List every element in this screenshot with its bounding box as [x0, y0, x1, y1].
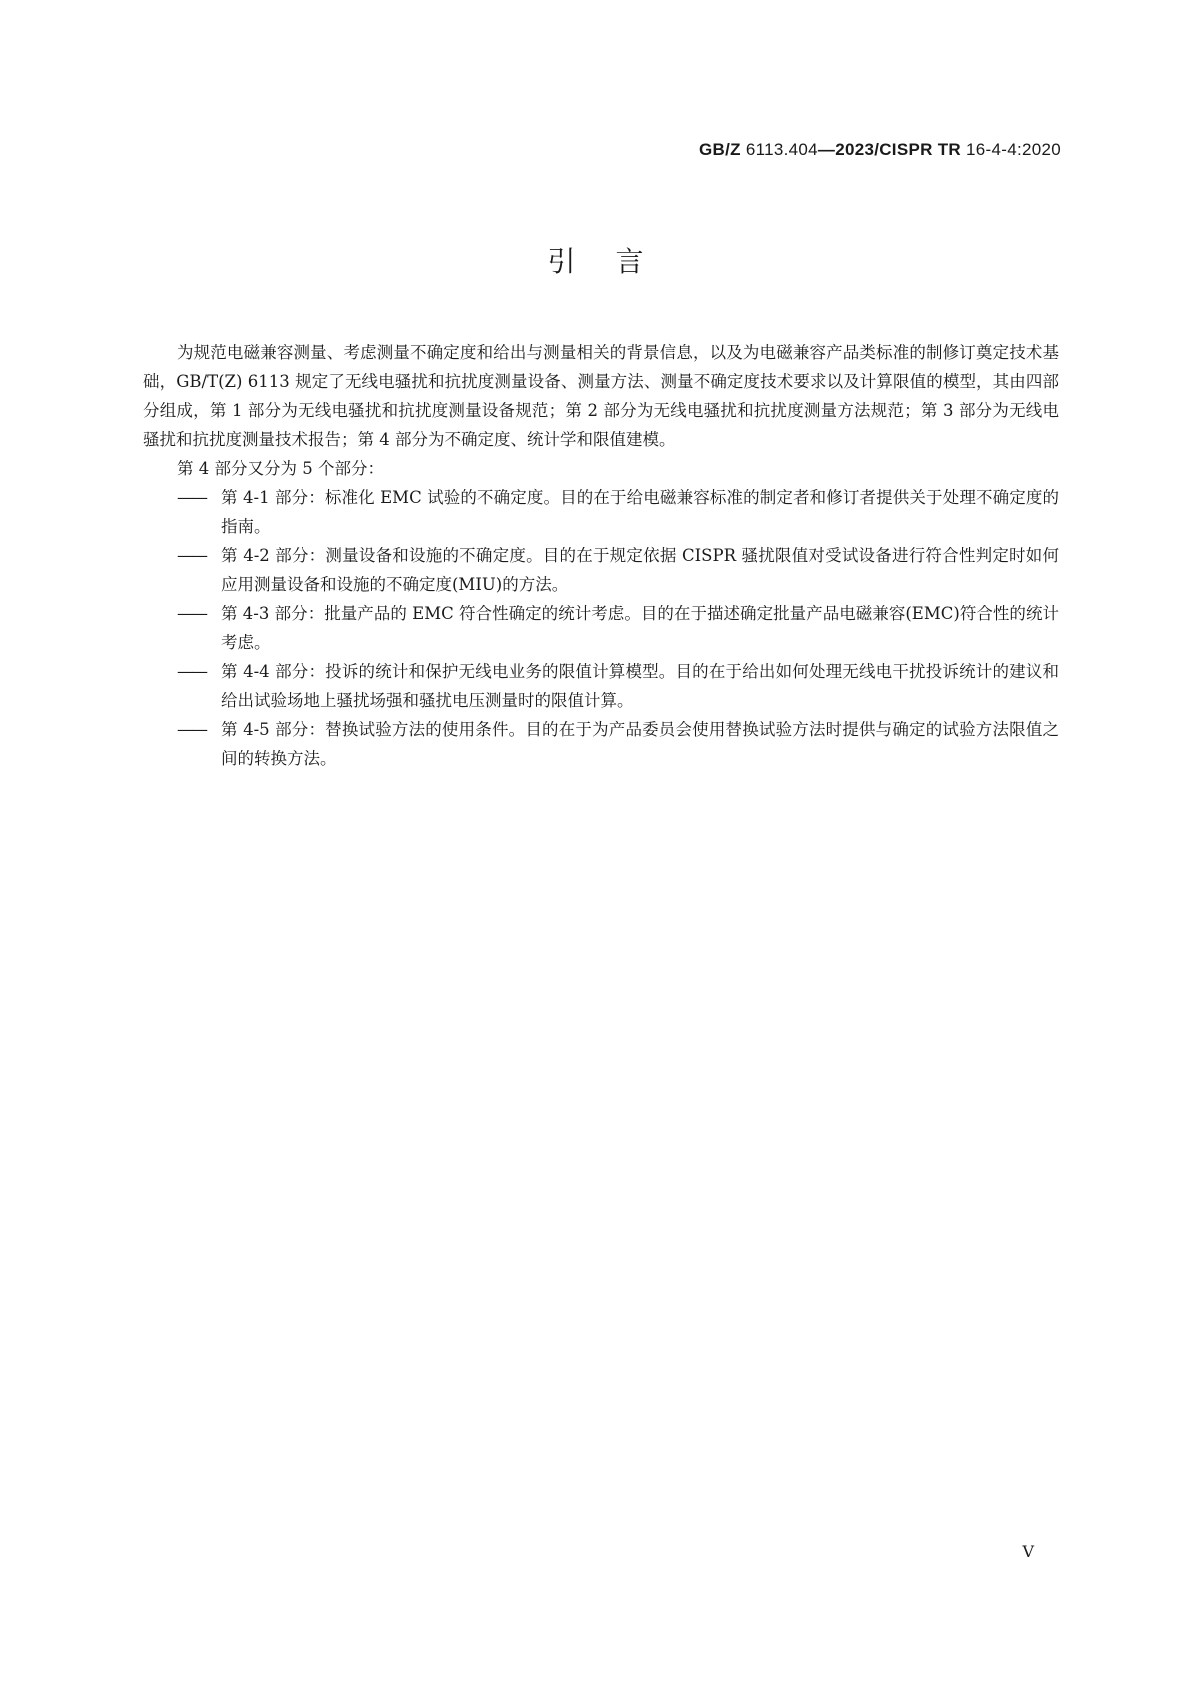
standard-code-prefix: GB/Z	[699, 140, 741, 159]
parts-list	[143, 483, 1059, 773]
intro-paragraph: 为规范电磁兼容测量、考虑测量不确定度和给出与测量相关的背景信息，以及为电磁兼容产品类标准的制修订奠定技术基础，GB/T(Z) 6113 规定了无线电骚扰和抗扰度测量设备、测量方法、测量不确定度技术要求以及计算限值的模型，其由四部分组成，第 1 部分为无线电骚扰和抗扰度测量设备规范；第 2 部分为无线电骚扰和抗扰度测量方法规范；第 3 部分为无线电骚扰和抗扰度测量技术报告；第 4 部分为不确定度、统计学和限值建模。	[143, 343, 1059, 449]
list-item-text: 第 4-4 部分：投诉的统计和保护无线电业务的限值计算模型。目的在于给出如何处理无线电干扰投诉统计的建议和给出试验场地上骚扰场强和骚扰电压测量时的限值计算。	[221, 662, 1059, 710]
list-item-text: 第 4-5 部分：替换试验方法的使用条件。目的在于为产品委员会使用替换试验方法时提供与确定的试验方法限值之间的转换方法。	[221, 720, 1059, 768]
standard-code-cispr: CISPR TR	[879, 140, 961, 159]
page-number: V	[1022, 1542, 1034, 1561]
list-item	[143, 657, 1059, 715]
list-item	[143, 599, 1059, 657]
subdivision-paragraph: 第 4 部分又分为 5 个部分：	[177, 459, 384, 478]
dash-marker: ——	[177, 720, 206, 739]
list-item-text: 第 4-1 部分：标准化 EMC 试验的不确定度。目的在于给电磁兼容标准的制定者和修订者提供关于处理不确定度的指南。	[221, 488, 1059, 536]
standard-code-separator: —2023/	[817, 140, 880, 159]
list-item	[143, 483, 1059, 541]
dash-marker: ——	[177, 488, 206, 507]
standard-code-number: 6113.404	[740, 140, 818, 159]
dash-marker: ——	[177, 604, 206, 623]
list-item-text: 第 4-3 部分：批量产品的 EMC 符合性确定的统计考虑。目的在于描述确定批量产品电磁兼容(EMC)符合性的统计考虑。	[221, 604, 1059, 652]
list-item	[143, 715, 1059, 773]
dash-marker: ——	[177, 546, 206, 565]
standard-code-header	[699, 140, 1061, 160]
list-item-text: 第 4-2 部分：测量设备和设施的不确定度。目的在于规定依据 CISPR 骚扰限值对受试设备进行符合性判定时如何应用测量设备和设施的不确定度(MIU)的方法。	[221, 546, 1059, 594]
list-item	[143, 541, 1059, 599]
dash-marker: ——	[177, 662, 206, 681]
document-body	[143, 338, 1059, 773]
standard-code-part: 16-4-4:2020	[960, 140, 1061, 159]
page-title: 引言	[547, 245, 684, 278]
